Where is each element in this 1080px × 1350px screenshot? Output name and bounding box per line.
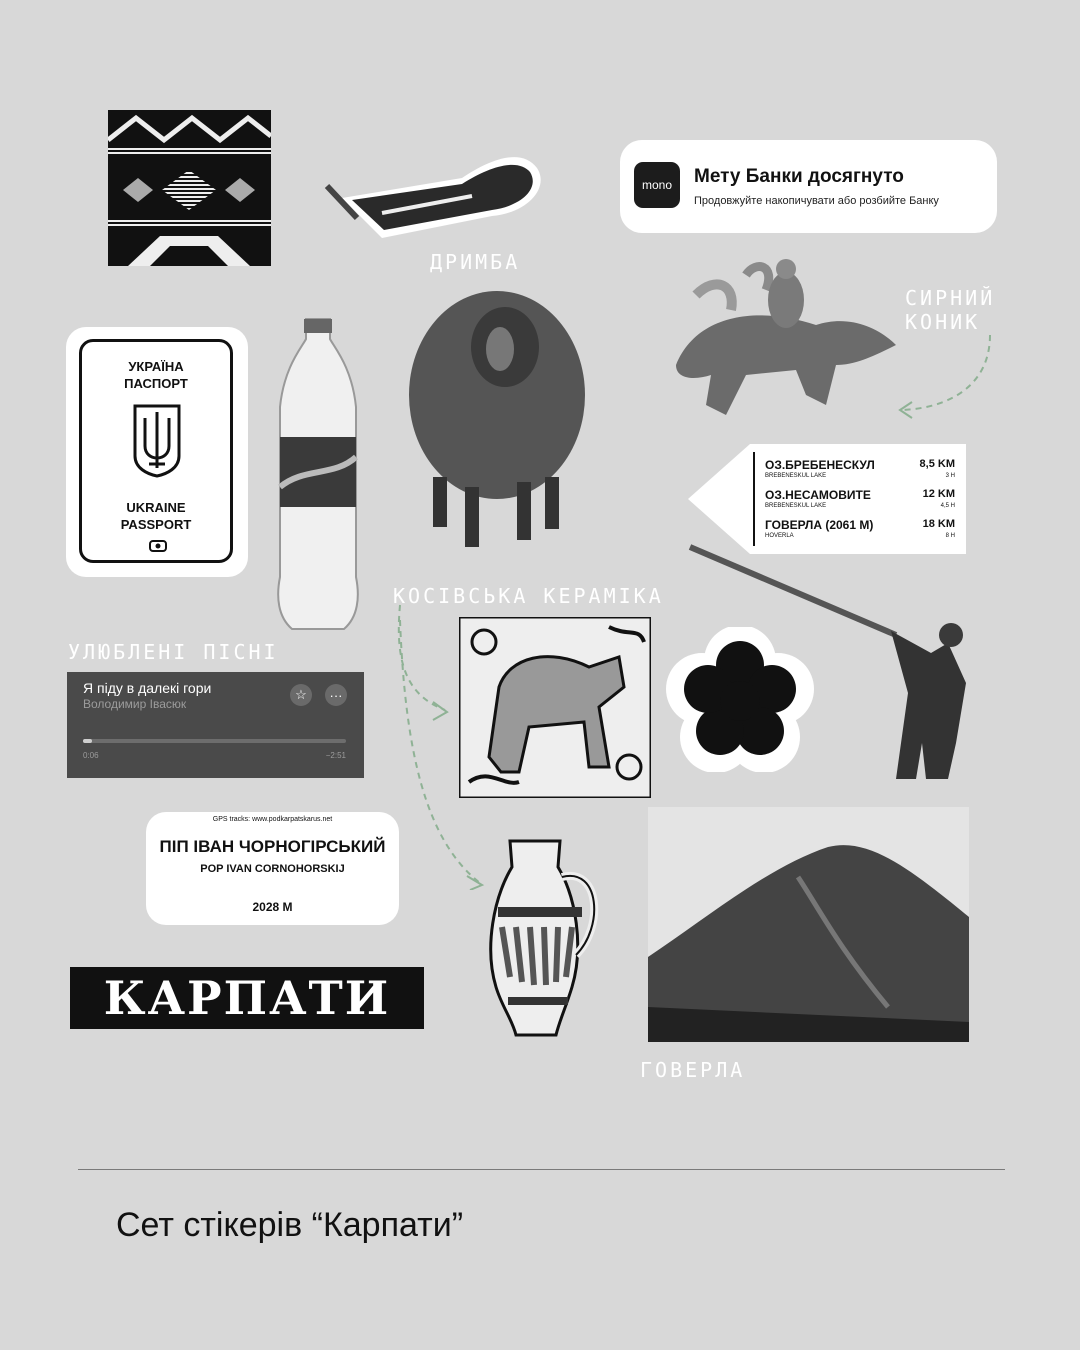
song-title: Я піду в далекі гори bbox=[83, 680, 212, 696]
more-icon[interactable]: ··· bbox=[325, 684, 347, 706]
star-icon[interactable]: ☆ bbox=[290, 684, 312, 706]
passport-title-en: UKRAINE PASSPORT bbox=[120, 500, 192, 532]
mono-subtitle: Продовжуйте накопичувати або розбийте Банку bbox=[694, 195, 939, 207]
karpaty-logo-sticker: КАРПАТИ bbox=[70, 967, 424, 1029]
favorite-songs-label: УЛЮБЛЕНІ ПІСНІ bbox=[68, 640, 279, 664]
passport-title-ua: УКРАЇНА ПАСПОРТ bbox=[124, 359, 188, 391]
elapsed-time: 0:06 bbox=[83, 751, 99, 760]
peak-name-latin: POP IVAN CORNOHORSKIJ bbox=[200, 863, 345, 875]
gps-url: GPS tracks: www.podkarpatskarus.net bbox=[212, 816, 333, 823]
gps-mountain-card-sticker bbox=[146, 812, 399, 925]
mono-notification-sticker bbox=[620, 140, 997, 233]
mono-logo-icon: mono bbox=[634, 162, 680, 208]
ceramic-jug-sticker bbox=[480, 837, 608, 1042]
mono-title: Мету Банки досягнуто bbox=[694, 166, 904, 187]
hoverla-label: ГОВЕРЛА bbox=[640, 1058, 746, 1082]
trident-icon bbox=[131, 402, 183, 478]
kosiv-ceramics-label: КОСІВСЬКА КЕРАМІКА bbox=[393, 584, 664, 608]
progress-fill bbox=[83, 739, 92, 743]
trail-sign-sticker: ОЗ.БРЕБЕНЕСКУЛ BREBENESKUL LAKE 8,5 KM 3 H ОЗ.НЕСАМОВИТЕ BREBENESKUL LAKE 12 KM 4,5 H ГОВЕРЛА (2061 М) HOVERLA 18 KM 8 H bbox=[688, 444, 966, 554]
jaw-harp-sticker bbox=[322, 138, 552, 248]
flower-sticker bbox=[666, 627, 814, 772]
page-caption: Сет стікерів “Карпати” bbox=[116, 1206, 464, 1244]
remaining-time: −2:51 bbox=[325, 751, 346, 760]
passport-sticker bbox=[66, 327, 248, 577]
arrow-to-ceramics-icon bbox=[385, 600, 495, 890]
hoverla-photo-sticker bbox=[648, 807, 969, 1042]
song-artist: Володимир Івасюк bbox=[83, 697, 187, 711]
peak-height: 2028 М bbox=[252, 900, 293, 914]
progress-track[interactable] bbox=[83, 739, 346, 743]
cheese-horse-sticker bbox=[636, 255, 904, 425]
passport-cover bbox=[79, 339, 233, 563]
water-bottle-sticker bbox=[274, 317, 362, 633]
divider bbox=[78, 1169, 1005, 1170]
arrow-to-konyk-icon bbox=[890, 330, 1000, 420]
sheep-sticker bbox=[405, 287, 593, 557]
music-player-sticker bbox=[67, 672, 364, 778]
woven-pattern-sticker bbox=[108, 110, 271, 266]
drymba-label: ДРИМБА bbox=[430, 250, 521, 274]
syrnyi-konyk-label: СИРНИЙ КОНИК bbox=[905, 286, 996, 334]
biometric-chip-icon bbox=[149, 540, 167, 552]
peak-name: ПІП ІВАН ЧОРНОГІРСЬКИЙ bbox=[159, 837, 386, 856]
